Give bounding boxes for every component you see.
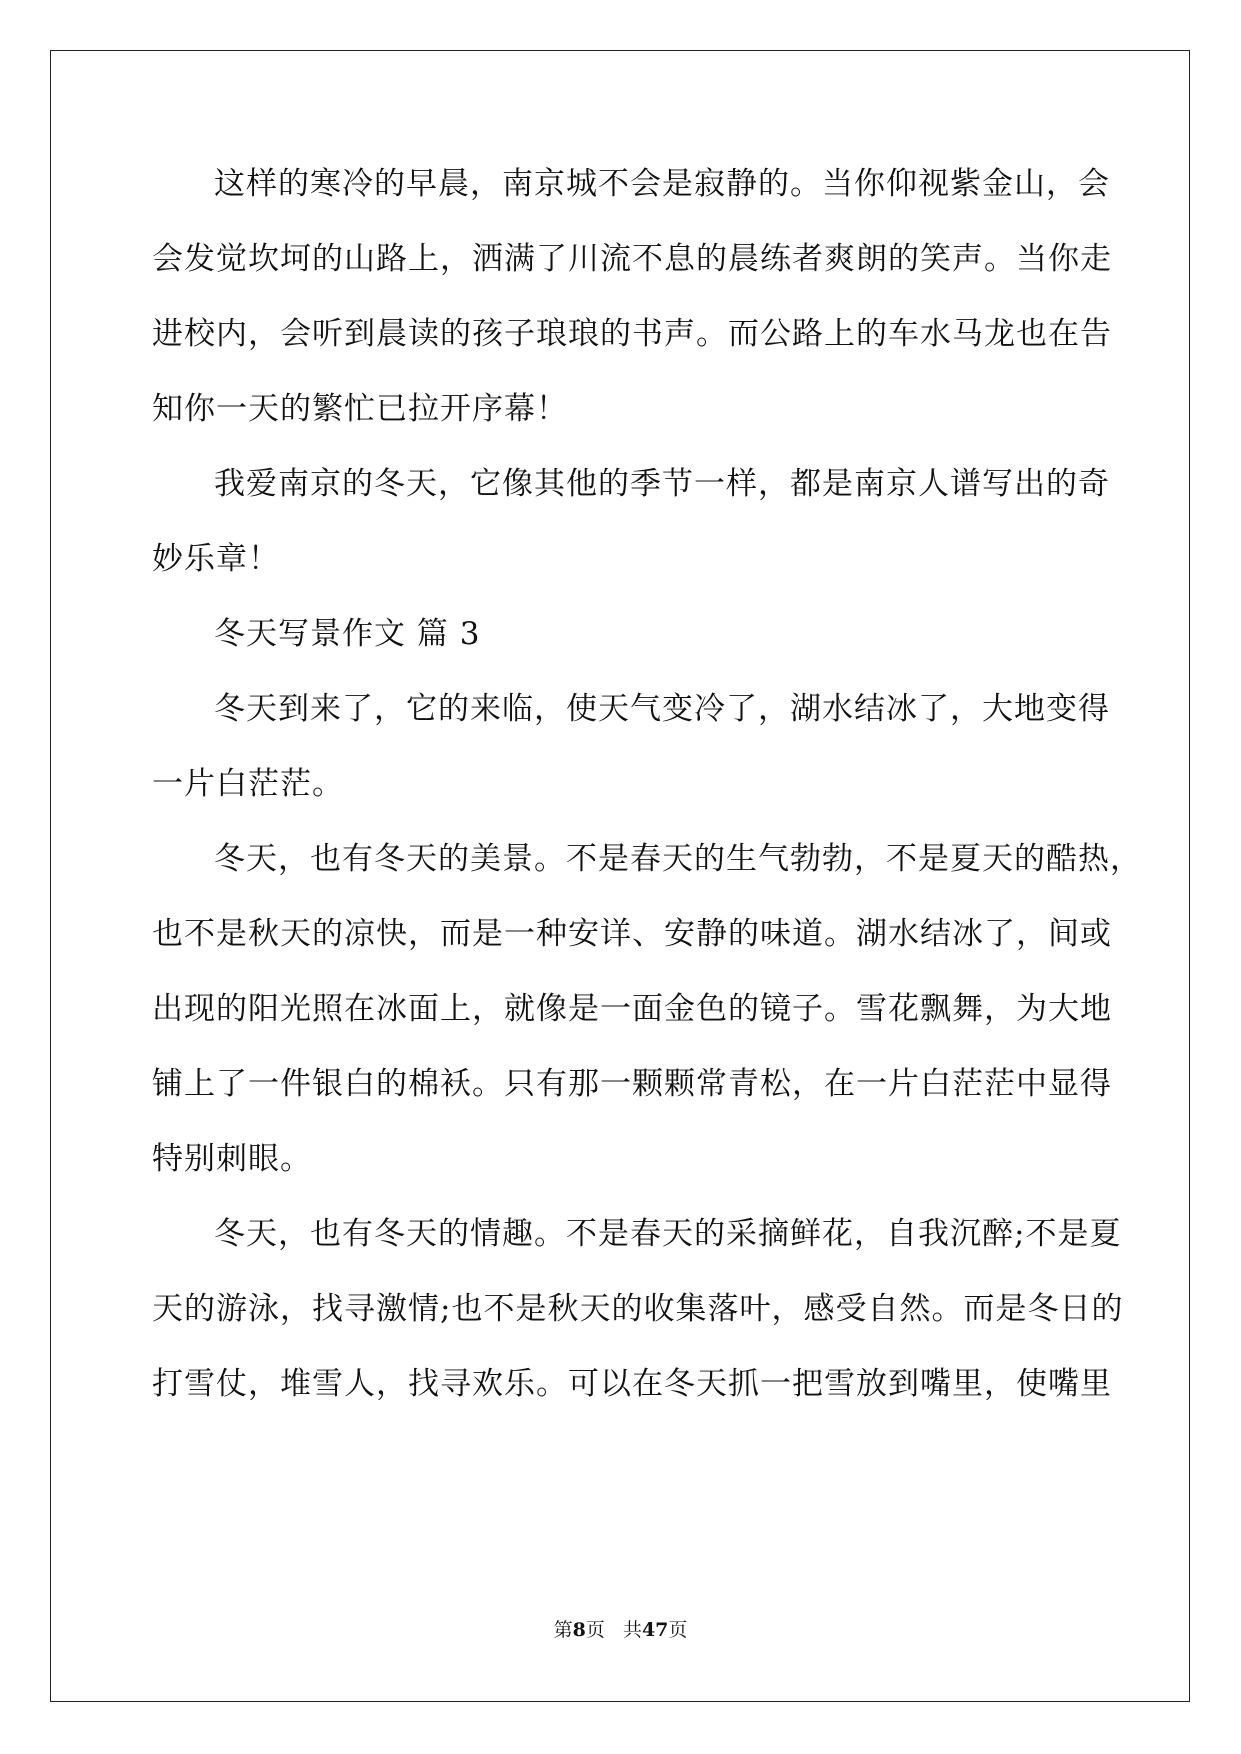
paragraph-line: 会发觉坎坷的山路上，洒满了川流不息的晨练者爽朗的笑声。当你走 (152, 241, 1112, 277)
paragraph-line: 打雪仗，堆雪人，找寻欢乐。可以在冬天抓一把雪放到嘴里，使嘴里 (152, 1366, 1112, 1402)
paragraph-line: 冬天，也有冬天的美景。不是春天的生气勃勃，不是夏天的酷热， (214, 841, 1142, 877)
total-pages-number: 47 (641, 1619, 669, 1641)
paragraph-line: 特别刺眼。 (152, 1141, 312, 1177)
paragraph-line: 出现的阳光照在冰面上，就像是一面金色的镜子。雪花飘舞，为大地 (152, 991, 1112, 1027)
paragraph-line: 冬天到来了，它的来临，使天气变冷了，湖水结冰了，大地变得 (214, 691, 1110, 727)
paragraph-line: 冬天，也有冬天的情趣。不是春天的采摘鲜花，自我沉醉;不是夏 (214, 1216, 1122, 1252)
paragraph-line: 一片白茫茫。 (152, 766, 344, 802)
paragraph-line: 天的游泳，找寻激情;也不是秋天的收集落叶，感受自然。而是冬日的 (152, 1291, 1124, 1327)
paragraph-line: 铺上了一件银白的棉袄。只有那一颗颗常青松，在一片白茫茫中显得 (152, 1066, 1112, 1102)
section-heading: 冬天写景作文 篇 3 (214, 616, 481, 652)
paragraph-line: 进校内，会听到晨读的孩子琅琅的书声。而公路上的车水马龙也在告 (152, 316, 1112, 352)
paragraph-line: 妙乐章！ (152, 541, 280, 577)
paragraph-line: 知你一天的繁忙已拉开序幕！ (152, 391, 568, 427)
paragraph-line: 也不是秋天的凉快，而是一种安详、安静的味道。湖水结冰了，间或 (152, 916, 1112, 952)
paragraph-line: 我爱南京的冬天，它像其他的季节一样，都是南京人谱写出的奇 (214, 466, 1110, 502)
footer-suffix: 页 (668, 1619, 688, 1641)
page-footer (0, 1618, 1241, 1642)
footer-middle: 页 共 (585, 1619, 642, 1641)
current-page-number: 8 (572, 1619, 586, 1641)
footer-prefix: 第 (553, 1619, 573, 1641)
paragraph-line: 这样的寒冷的早晨，南京城不会是寂静的。当你仰视紫金山，会 (214, 166, 1110, 202)
